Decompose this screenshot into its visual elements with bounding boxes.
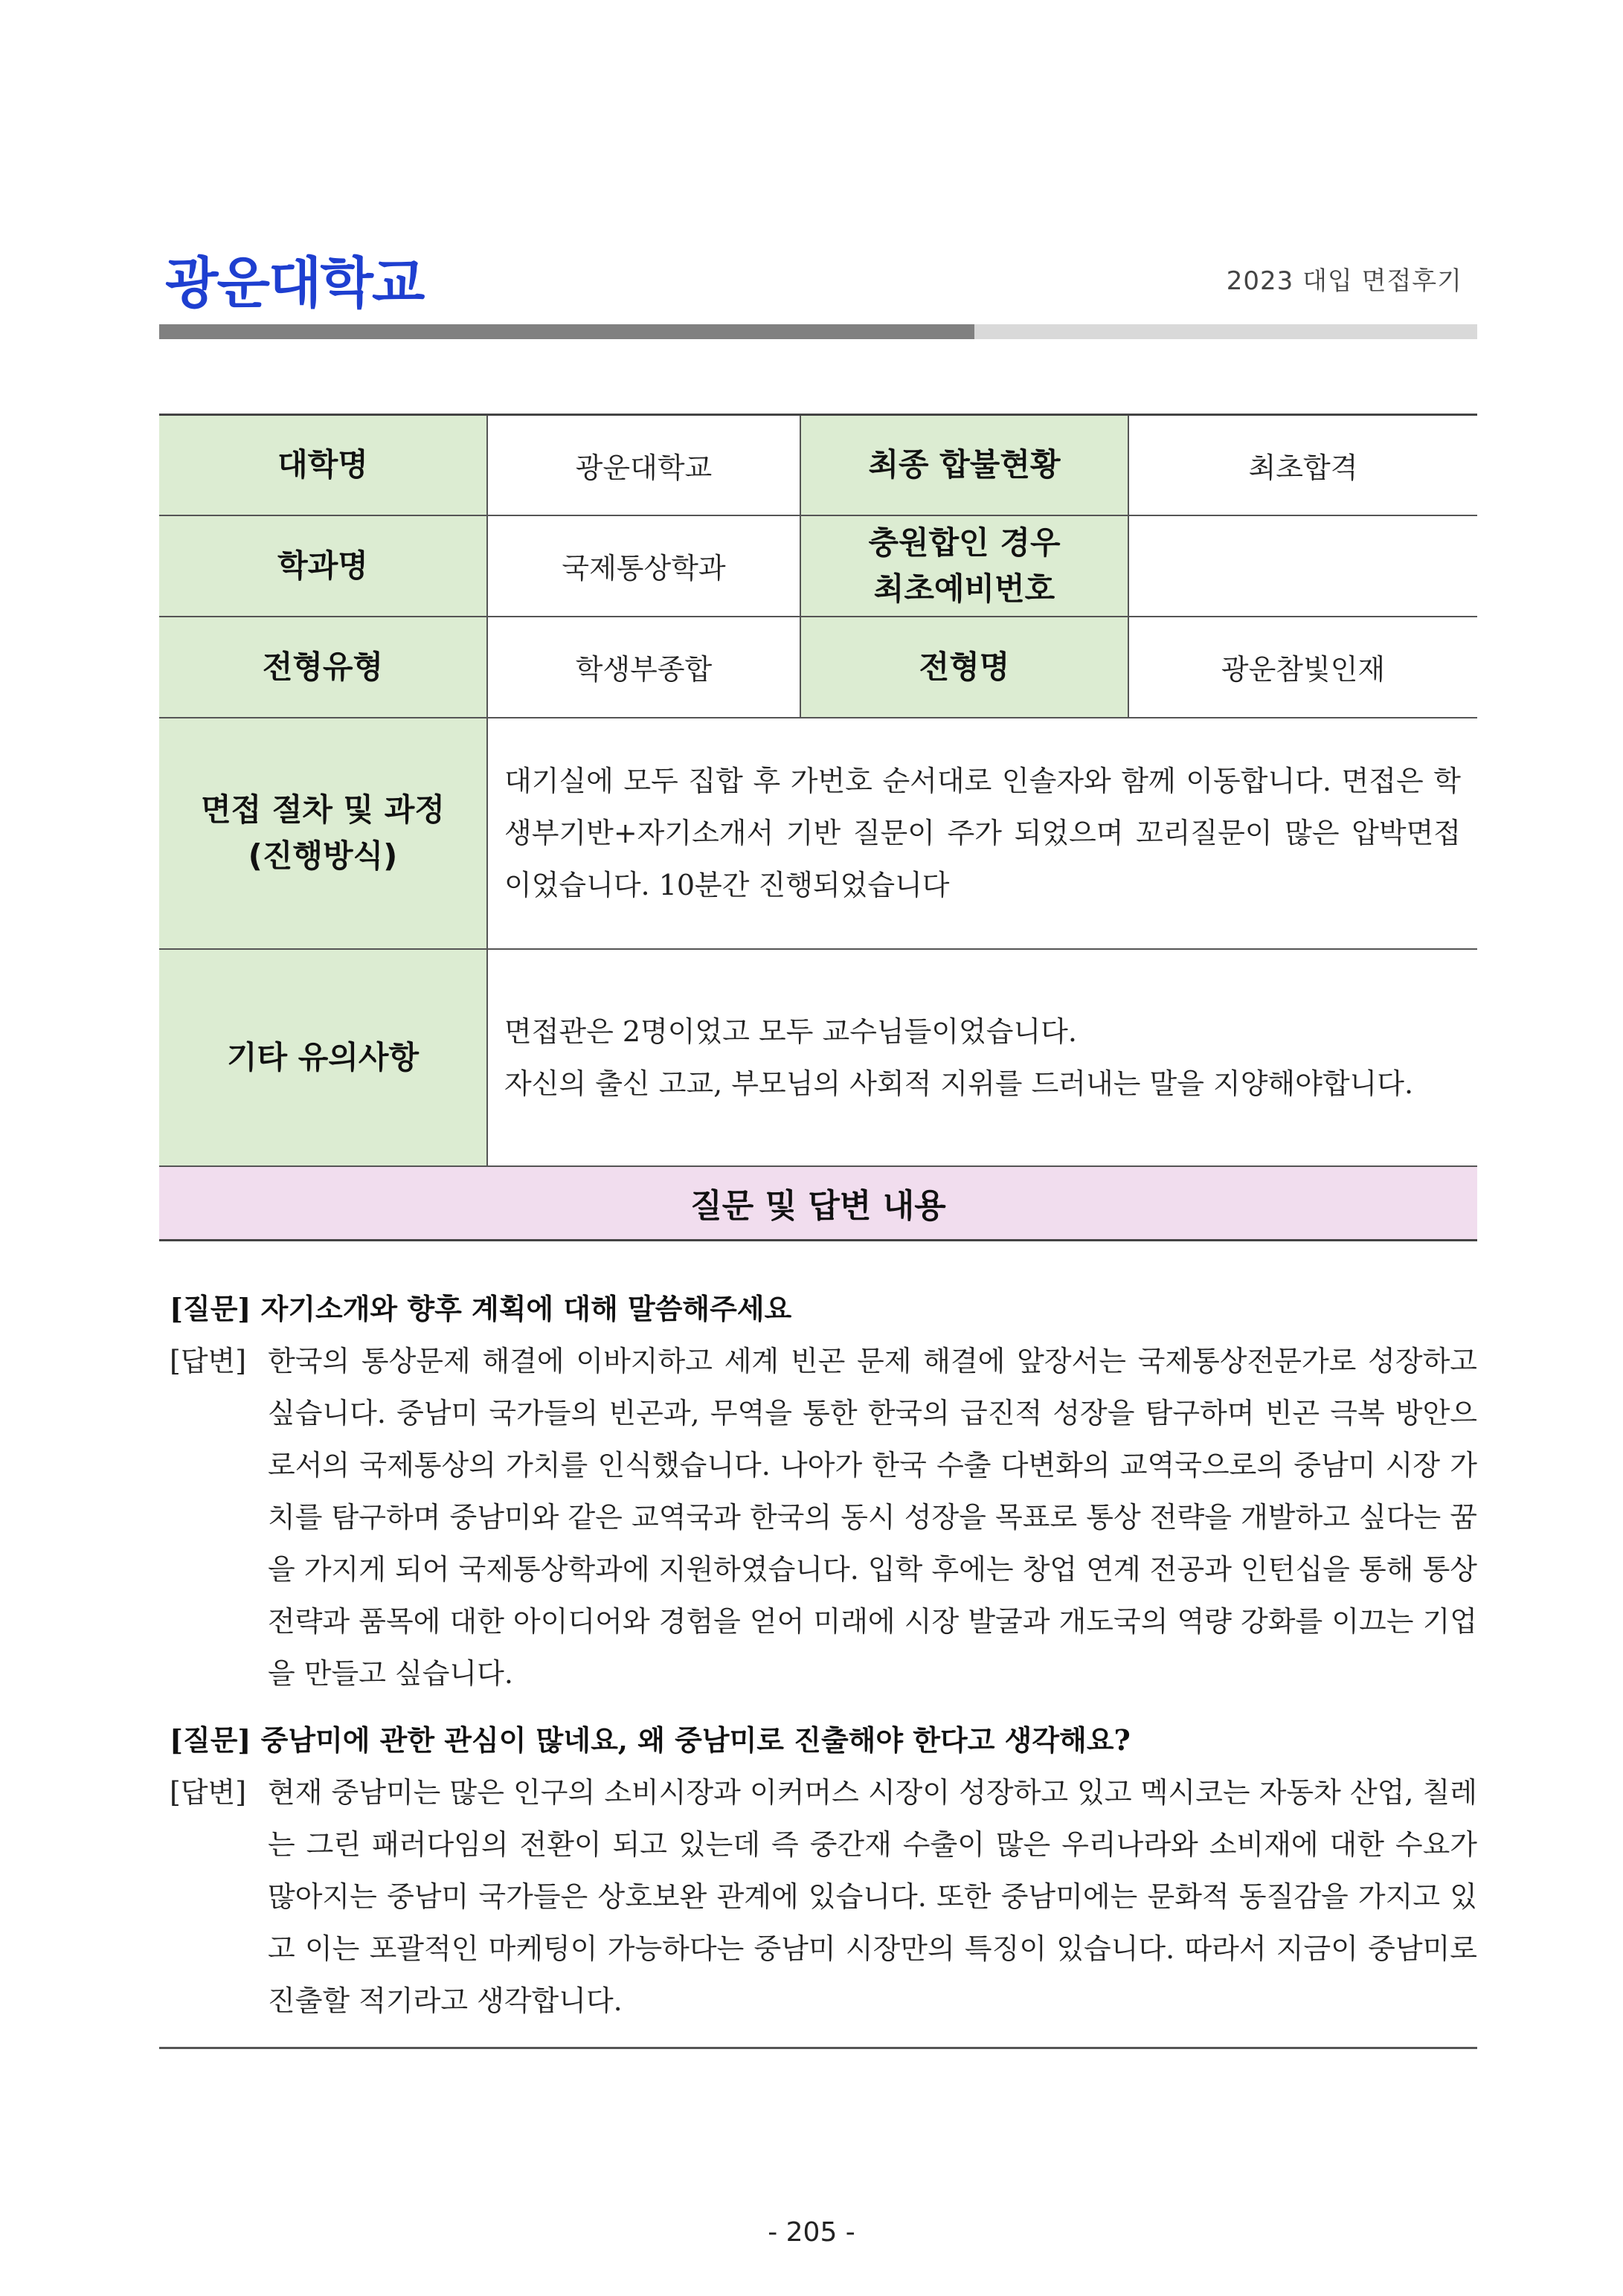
admission-name-value: 광운참빛인재 bbox=[1128, 617, 1477, 718]
header-divider-light bbox=[974, 324, 1477, 339]
notes-line-1: 면접관은 2명이었고 모두 교수님들이었습니다. bbox=[504, 1014, 1077, 1048]
department-label: 학과명 bbox=[159, 515, 487, 617]
waitlist-label-line1: 충원합인 경우 bbox=[868, 524, 1061, 561]
header-divider-dark bbox=[159, 324, 974, 339]
interview-info-table bbox=[159, 414, 1477, 1241]
admission-type-label: 전형유형 bbox=[159, 617, 487, 718]
notes-text bbox=[487, 949, 1477, 1166]
procedure-label bbox=[159, 718, 487, 949]
waitlist-value bbox=[1128, 515, 1477, 617]
procedure-label-line2: (진행방식) bbox=[248, 837, 398, 874]
waitlist-label-line2: 최초예비번호 bbox=[873, 570, 1055, 607]
bottom-rule bbox=[159, 2047, 1477, 2049]
admission-name-label: 전형명 bbox=[800, 617, 1128, 718]
waitlist-label bbox=[800, 515, 1128, 617]
page-number: - 205 - bbox=[768, 2217, 855, 2248]
procedure-text: 대기실에 모두 집합 후 가번호 순서대로 인솔자와 함께 이동합니다. 면접은 학생부기반+자기소개서 기반 질문이 주가 되었으며 꼬리질문이 많은 압박면접이었습니다. 10분간 진행되었습니다 bbox=[487, 718, 1477, 949]
qa-section-header: 질문 및 답변 내용 bbox=[159, 1166, 1477, 1241]
question-2: [질문] 중남미에 관한 관심이 많네요, 왜 중남미로 진출해야 한다고 생각해요? bbox=[170, 1723, 1131, 1757]
admission-type-value: 학생부종합 bbox=[487, 617, 800, 718]
result-value: 최초합격 bbox=[1128, 415, 1477, 515]
qa-item-2 bbox=[170, 1714, 1477, 2027]
answer-1-text: 한국의 통상문제 해결에 이바지하고 세계 빈곤 문제 해결에 앞장서는 국제통상전문가로 성장하고 싶습니다. 중남미 국가들의 빈곤과, 무역을 통한 한국의 급진적 성장을 탐구하며 빈곤 극복 방안으로서의 국제통상의 가치를 인식했습니다. 나아가 한국 수출 다변화의 교역국으로의 중남미 시장 가치를 탐구하며 중남미와 같은 교역국과 한국의 동시 성장을 목표로 통상 전략을 개발하고 싶다는 꿈을 가지게 되어 국제통상학과에 지원하였습니다. 입학 후에는 창업 연계 전공과 인턴십을 통해 통상 전략과 품목에 대한 아이디어와 경험을 얻어 미래에 시장 발굴과 개도국의 역량 강화를 이끄는 기업을 만들고 싶습니다. bbox=[268, 1345, 1477, 1690]
page-title: 광운대학교 bbox=[165, 251, 424, 315]
notes-line-2: 자신의 출신 고교, 부모님의 사회적 지위를 드러내는 말을 지양해야합니다. bbox=[504, 1067, 1414, 1100]
university-label: 대학명 bbox=[159, 415, 487, 515]
answer-2-tag: [답변] bbox=[170, 1776, 247, 1809]
result-label: 최종 합불현황 bbox=[800, 415, 1128, 515]
answer-1-tag: [답변] bbox=[170, 1345, 247, 1377]
university-value: 광운대학교 bbox=[487, 415, 800, 515]
department-value: 국제통상학과 bbox=[487, 515, 800, 617]
document-subtitle: 2023 대입 면접후기 bbox=[1226, 266, 1462, 296]
answer-2-text: 현재 중남미는 많은 인구의 소비시장과 이커머스 시장이 성장하고 있고 멕시코는 자동차 산업, 칠레는 그린 패러다임의 전환이 되고 있는데 즉 중간재 수출이 많은 우리나라와 소비재에 대한 수요가 많아지는 중남미 국가들은 상호보완 관계에 있습니다. 또한 중남미에는 문화적 동질감을 가지고 있고 이는 포괄적인 마케팅이 가능하다는 중남미 시장만의 특징이 있습니다. 따라서 지금이 중남미로 진출할 적기라고 생각합니다. bbox=[268, 1776, 1477, 2017]
qa-item-1 bbox=[170, 1283, 1477, 1700]
notes-label: 기타 유의사항 bbox=[159, 949, 487, 1166]
procedure-label-line1: 면접 절차 및 과정 bbox=[201, 791, 445, 828]
question-1: [질문] 자기소개와 향후 계획에 대해 말씀해주세요 bbox=[170, 1292, 792, 1325]
